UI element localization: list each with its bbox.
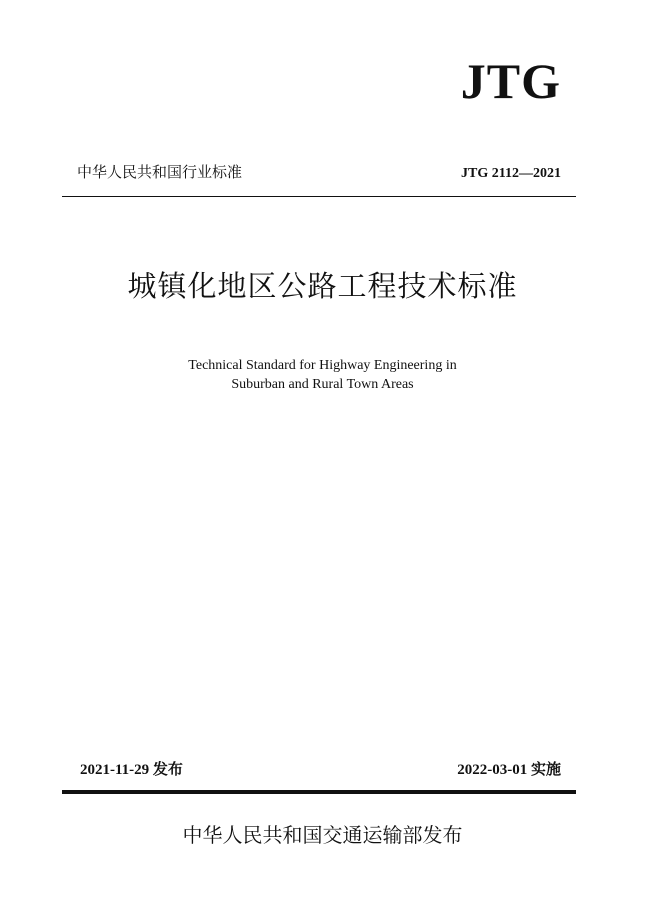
document-title-chinese: 城镇化地区公路工程技术标准 <box>127 269 518 303</box>
english-title-line-1: Technical Standard for Highway Engineering in <box>188 358 457 373</box>
jtg-logo: JTG <box>460 53 561 109</box>
footer-divider <box>62 790 576 794</box>
standard-code: JTG 2112—2021 <box>461 166 561 181</box>
implementation-date: 2022-03-01 实施 <box>457 762 561 778</box>
header-divider <box>62 196 576 197</box>
issue-date: 2021-11-29 发布 <box>80 762 183 778</box>
standard-type: 中华人民共和国行业标准 <box>77 163 243 181</box>
document-title-english <box>0 356 645 394</box>
publisher: 中华人民共和国交通运输部发布 <box>182 823 463 847</box>
english-title-line-2: Suburban and Rural Town Areas <box>231 377 414 392</box>
